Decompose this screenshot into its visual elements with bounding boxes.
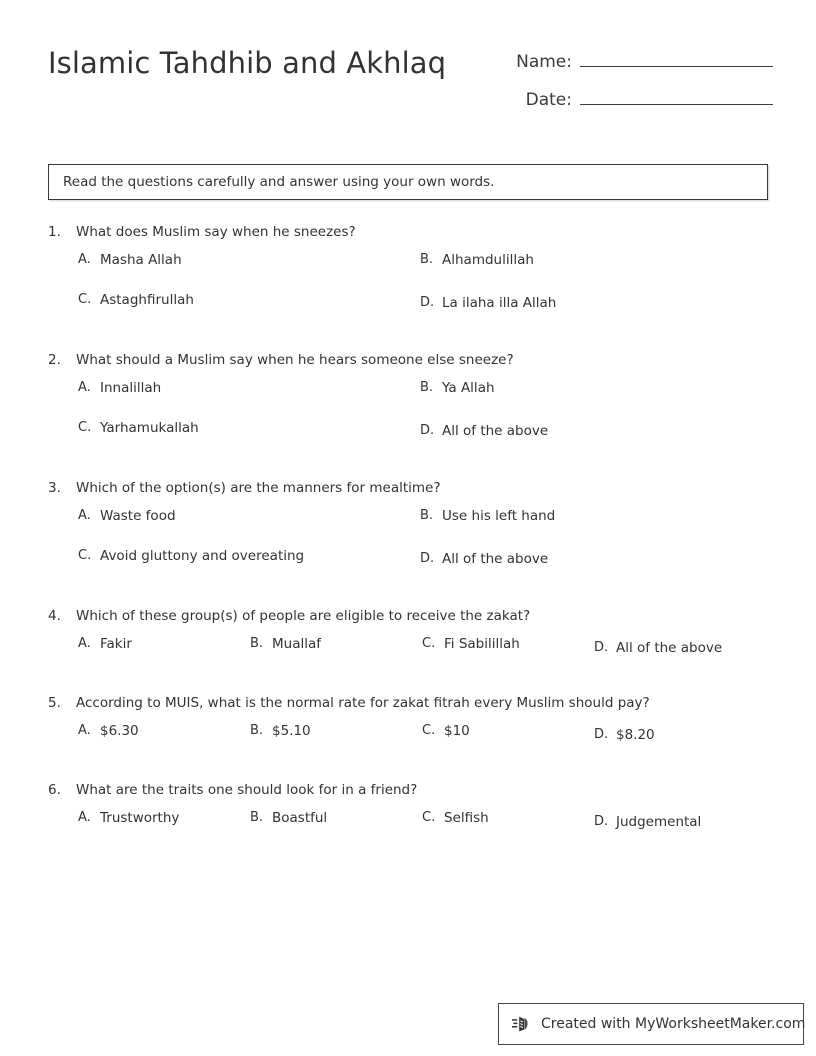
question-block xyxy=(0,693,816,763)
name-label: Name: xyxy=(516,52,572,72)
question-number: 6. xyxy=(48,782,61,798)
options-group xyxy=(0,252,816,332)
created-with-badge[interactable] xyxy=(498,1003,804,1045)
option-choice[interactable] xyxy=(78,292,194,308)
option-label: $5.10 xyxy=(272,723,311,739)
option-label: $10 xyxy=(444,723,470,739)
worksheet-maker-logo-icon xyxy=(511,1013,533,1035)
option-label: Avoid gluttony and overeating xyxy=(100,548,305,564)
options-row xyxy=(78,810,816,850)
date-field-row xyxy=(505,86,773,124)
question-number: 1. xyxy=(48,224,61,240)
option-choice[interactable] xyxy=(78,636,132,652)
question-text: What should a Muslim say when he hears someone else sneeze? xyxy=(76,352,514,368)
option-label: Yarhamukallah xyxy=(100,420,199,436)
option-choice[interactable] xyxy=(78,810,179,826)
question-block xyxy=(0,478,816,588)
option-choice[interactable] xyxy=(420,295,556,311)
question-number: 4. xyxy=(48,608,61,624)
option-label: Boastful xyxy=(272,810,328,826)
option-letter: C. xyxy=(78,420,92,435)
question-text: What does Muslim say when he sneezes? xyxy=(76,224,356,240)
option-letter: C. xyxy=(422,636,436,651)
option-letter: A. xyxy=(78,810,91,825)
question-text: According to MUIS, what is the normal rate for zakat fitrah every Muslim should pay? xyxy=(76,695,650,711)
option-label: Astaghfirullah xyxy=(100,292,194,308)
question-block xyxy=(0,222,816,332)
option-label: $8.20 xyxy=(616,727,655,743)
question-block xyxy=(0,350,816,460)
created-with-label: Created with MyWorksheetMaker.com xyxy=(541,1016,806,1032)
option-choice[interactable] xyxy=(250,636,321,652)
question-heading xyxy=(0,222,816,242)
options-group xyxy=(0,636,816,676)
option-label: Masha Allah xyxy=(100,252,182,268)
option-letter: D. xyxy=(594,727,609,742)
question-number: 5. xyxy=(48,695,61,711)
instruction-text: Read the questions carefully and answer using your own words. xyxy=(63,174,495,190)
option-label: Waste food xyxy=(100,508,176,524)
questions-list xyxy=(0,222,816,867)
option-letter: A. xyxy=(78,380,91,395)
option-label: Judgemental xyxy=(616,814,702,830)
options-group xyxy=(0,380,816,460)
option-label: Muallaf xyxy=(272,636,322,652)
question-text: Which of these group(s) of people are eligible to receive the zakat? xyxy=(76,608,531,624)
option-choice[interactable] xyxy=(420,380,495,396)
worksheet-header xyxy=(0,0,816,140)
question-heading xyxy=(0,606,816,626)
option-letter: B. xyxy=(420,508,434,523)
question-text: What are the traits one should look for in a friend? xyxy=(76,782,418,798)
options-row xyxy=(78,508,816,548)
option-letter: A. xyxy=(78,252,91,267)
option-choice[interactable] xyxy=(78,723,139,739)
instruction-box xyxy=(48,164,768,200)
option-letter: C. xyxy=(78,548,92,563)
options-row xyxy=(78,292,816,332)
question-heading xyxy=(0,478,816,498)
options-group xyxy=(0,810,816,850)
option-letter: B. xyxy=(250,636,264,651)
question-number: 3. xyxy=(48,480,61,496)
question-number: 2. xyxy=(48,352,61,368)
name-date-block xyxy=(505,48,773,124)
option-label: All of the above xyxy=(442,423,549,439)
question-block xyxy=(0,606,816,676)
option-label: $6.30 xyxy=(100,723,139,739)
option-choice[interactable] xyxy=(422,636,520,652)
options-row xyxy=(78,420,816,460)
option-letter: D. xyxy=(594,640,609,655)
option-label: All of the above xyxy=(616,640,723,656)
option-letter: D. xyxy=(420,551,435,566)
option-letter: C. xyxy=(422,810,436,825)
page-title: Islamic Tahdhib and Akhlaq xyxy=(48,46,447,80)
option-choice[interactable] xyxy=(420,508,555,524)
options-row xyxy=(78,252,816,292)
option-letter: C. xyxy=(78,292,92,307)
options-row xyxy=(78,380,816,420)
option-choice[interactable] xyxy=(250,723,311,739)
option-choice[interactable] xyxy=(594,727,655,743)
question-heading xyxy=(0,780,816,800)
name-field-row xyxy=(505,48,773,86)
option-label: Fi Sabilillah xyxy=(444,636,520,652)
option-letter: D. xyxy=(594,814,609,829)
question-block xyxy=(0,780,816,850)
option-choice[interactable] xyxy=(250,810,327,826)
option-choice[interactable] xyxy=(594,640,722,656)
option-label: Trustworthy xyxy=(100,810,180,826)
name-input-line[interactable] xyxy=(580,48,773,67)
option-label: Selfish xyxy=(444,810,489,826)
options-row xyxy=(78,548,816,588)
option-letter: D. xyxy=(420,295,435,310)
option-letter: D. xyxy=(420,423,435,438)
question-heading xyxy=(0,693,816,713)
options-group xyxy=(0,723,816,763)
option-label: Use his left hand xyxy=(442,508,556,524)
option-letter: B. xyxy=(250,810,264,825)
option-choice[interactable] xyxy=(420,252,534,268)
option-letter: C. xyxy=(422,723,436,738)
option-label: Alhamdulillah xyxy=(442,252,534,268)
option-label: All of the above xyxy=(442,551,549,567)
date-input-line[interactable] xyxy=(580,86,773,105)
option-choice[interactable] xyxy=(422,810,489,826)
option-choice[interactable] xyxy=(422,723,470,739)
option-letter: B. xyxy=(250,723,264,738)
option-letter: A. xyxy=(78,723,91,738)
option-letter: A. xyxy=(78,636,91,651)
options-group xyxy=(0,508,816,588)
option-choice[interactable] xyxy=(420,423,548,439)
options-row xyxy=(78,636,816,676)
option-choice[interactable] xyxy=(78,252,182,268)
option-letter: B. xyxy=(420,380,434,395)
option-choice[interactable] xyxy=(420,551,548,567)
date-label: Date: xyxy=(525,90,572,110)
option-label: Innalillah xyxy=(100,380,162,396)
option-choice[interactable] xyxy=(594,814,701,830)
option-choice[interactable] xyxy=(78,548,304,564)
options-row xyxy=(78,723,816,763)
option-label: Ya Allah xyxy=(442,380,495,396)
option-choice[interactable] xyxy=(78,508,176,524)
option-label: Fakir xyxy=(100,636,132,652)
option-choice[interactable] xyxy=(78,420,199,436)
option-letter: A. xyxy=(78,508,91,523)
question-heading xyxy=(0,350,816,370)
option-letter: B. xyxy=(420,252,434,267)
option-label: La ilaha illa Allah xyxy=(442,295,557,311)
question-text: Which of the option(s) are the manners for mealtime? xyxy=(76,480,441,496)
option-choice[interactable] xyxy=(78,380,161,396)
